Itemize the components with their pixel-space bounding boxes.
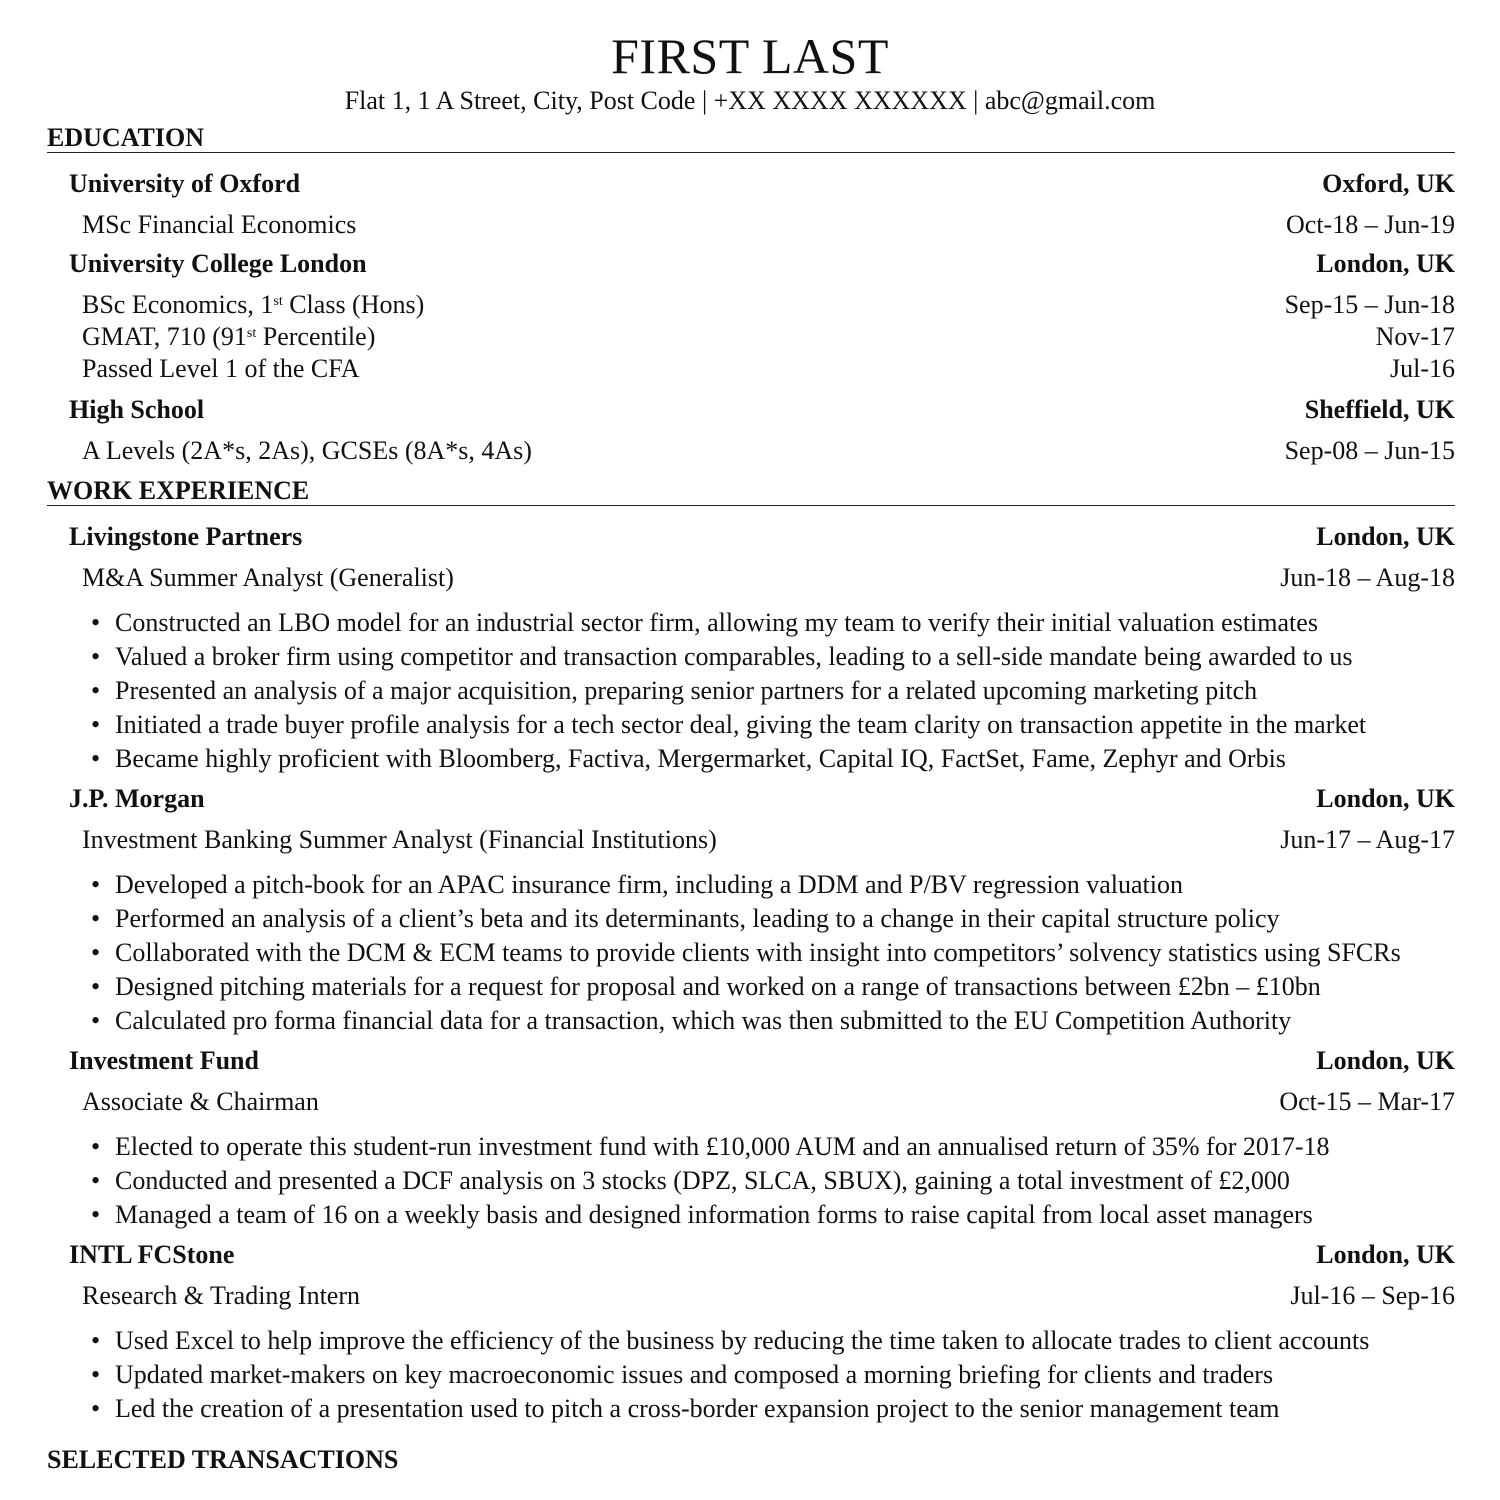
role-date: Jun-18 – Aug-18 <box>1280 563 1455 592</box>
institution-name: High School <box>69 395 205 424</box>
work-entry-livingstone <box>47 522 1455 776</box>
list-item: • Led the creation of a presentation used to pitch a cross-border expansion project to the senior management team <box>47 1392 1455 1426</box>
work-entry-intl-fcstone <box>47 1240 1455 1426</box>
education-entry-ucl <box>47 249 1455 385</box>
company-location: London, UK <box>1316 784 1455 813</box>
list-item: • Updated market-makers on key macroeconomic issues and composed a morning briefing for clients and traders <box>47 1358 1455 1392</box>
list-item: • Developed a pitch-book for an APAC insurance firm, including a DDM and P/BV regression valuation <box>47 868 1455 902</box>
list-item: • Initiated a trade buyer profile analysis for a tech sector deal, giving the team clarity on transaction appetite in the market <box>47 708 1455 742</box>
company-location: London, UK <box>1316 1240 1455 1269</box>
degree-date: Sep-08 – Jun-15 <box>1284 436 1455 465</box>
resume-header <box>0 0 1500 116</box>
work-section <box>47 477 1455 1426</box>
role-date: Jul-16 – Sep-16 <box>1290 1281 1455 1310</box>
degree-text: MSc Financial Economics <box>82 210 357 239</box>
education-row <box>82 321 1455 353</box>
list-item: • Constructed an LBO model for an industrial sector firm, allowing my team to verify their initial valuation estimates <box>47 606 1455 640</box>
institution-location: Sheffield, UK <box>1304 395 1455 424</box>
role-title: Associate & Chairman <box>82 1087 319 1116</box>
role-row <box>82 1086 1455 1118</box>
role-date: Jun-17 – Aug-17 <box>1280 825 1455 854</box>
degree-date: Sep-15 – Jun-18 <box>1284 290 1455 319</box>
gmat-date: Nov-17 <box>1375 322 1455 351</box>
list-item: • Managed a team of 16 on a weekly basis and designed information forms to raise capital from local asset managers <box>47 1198 1455 1232</box>
list-item: • Valued a broker firm using competitor and transaction comparables, leading to a sell-side mandate being awarded to us <box>47 640 1455 674</box>
role-row <box>82 1280 1455 1312</box>
bullet-list <box>47 1130 1455 1232</box>
bullet-list <box>47 1324 1455 1426</box>
gmat-text: GMAT, 710 (91st Percentile) <box>82 322 376 351</box>
list-item: • Used Excel to help improve the efficiency of the business by reducing the time taken to allocate trades to client accounts <box>47 1324 1455 1358</box>
bullet-list <box>47 606 1455 776</box>
education-row <box>82 289 1455 321</box>
company-location: London, UK <box>1316 1046 1455 1075</box>
institution-location: London, UK <box>1316 249 1455 278</box>
education-row <box>82 435 1455 467</box>
degree-text: BSc Economics, 1st Class (Hons) <box>82 290 425 319</box>
list-item: • Collaborated with the DCM & ECM teams to provide clients with insight into competitors’ solvency statistics using SFCRs <box>47 936 1455 970</box>
section-title-work: WORK EXPERIENCE <box>47 477 1455 506</box>
list-item: • Became highly proficient with Bloomberg, Factiva, Mergermarket, Capital IQ, FactSet, Fame, Zephyr and Orbis <box>47 742 1455 776</box>
selected-transactions-section <box>47 1446 1455 1474</box>
degree-text: A Levels (2A*s, 2As), GCSEs (8A*s, 4As) <box>82 436 532 465</box>
institution-location: Oxford, UK <box>1322 169 1455 198</box>
role-row <box>82 824 1455 856</box>
company-name: Investment Fund <box>69 1046 259 1075</box>
list-item: • Calculated pro forma financial data for a transaction, which was then submitted to the EU Competition Authority <box>47 1004 1455 1038</box>
work-entry-jpmorgan <box>47 784 1455 1038</box>
contact-line: Flat 1, 1 A Street, City, Post Code | +XX XXXX XXXXXX | abc@gmail.com <box>344 86 1156 115</box>
candidate-name: FIRST LAST <box>611 28 889 84</box>
role-row <box>82 562 1455 594</box>
role-title: Research & Trading Intern <box>82 1281 361 1310</box>
section-title-education: EDUCATION <box>47 124 1455 153</box>
company-location: London, UK <box>1316 522 1455 551</box>
section-title-selected-transactions: SELECTED TRANSACTIONS <box>47 1445 399 1474</box>
degree-date: Oct-18 – Jun-19 <box>1286 210 1455 239</box>
role-date: Oct-15 – Mar-17 <box>1279 1087 1455 1116</box>
list-item: • Designed pitching materials for a request for proposal and worked on a range of transactions between £2bn – £10bn <box>47 970 1455 1004</box>
cfa-text: Passed Level 1 of the CFA <box>82 354 360 383</box>
education-entry-oxford <box>47 169 1455 241</box>
role-title: M&A Summer Analyst (Generalist) <box>82 563 454 592</box>
list-item: • Presented an analysis of a major acquisition, preparing senior partners for a related upcoming marketing pitch <box>47 674 1455 708</box>
role-title: Investment Banking Summer Analyst (Financial Institutions) <box>82 825 717 854</box>
company-name: INTL FCStone <box>69 1240 235 1269</box>
institution-name: University of Oxford <box>69 169 301 198</box>
bullet-list <box>47 868 1455 1038</box>
institution-name: University College London <box>69 249 367 278</box>
list-item: • Conducted and presented a DCF analysis on 3 stocks (DPZ, SLCA, SBUX), gaining a total investment of £2,000 <box>47 1164 1455 1198</box>
education-entry-high-school <box>47 395 1455 467</box>
list-item: • Elected to operate this student-run investment fund with £10,000 AUM and an annualised return of 35% for 2017-18 <box>47 1130 1455 1164</box>
work-entry-investment-fund <box>47 1046 1455 1232</box>
cfa-date: Jul-16 <box>1390 354 1455 383</box>
education-row <box>82 353 1455 385</box>
company-name: Livingstone Partners <box>69 522 303 551</box>
company-name: J.P. Morgan <box>69 784 205 813</box>
education-section <box>47 124 1455 467</box>
education-row <box>82 209 1455 241</box>
list-item: • Performed an analysis of a client’s beta and its determinants, leading to a change in their capital structure policy <box>47 902 1455 936</box>
